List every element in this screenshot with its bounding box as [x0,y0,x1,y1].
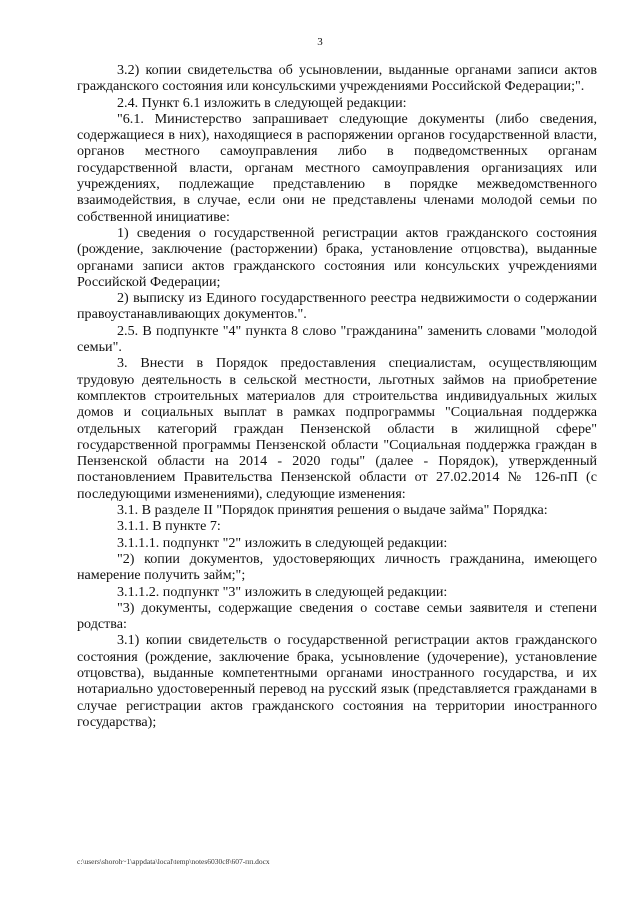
paragraph: 2.5. В подпункте "4" пункта 8 слово "гражданина" заменить словами "молодой семьи". [77,322,597,356]
paragraph: 3.1. В разделе II "Порядок принятия решения о выдаче займа" Порядка: [117,502,548,519]
paragraph: "6.1. Министерство запрашивает следующие документы (либо сведения, содержащиеся в них), находящиеся в распоряжении органов государственной власти, органов местного самоуправления либо в подведомственных органам государственной власти, органам местного самоуправления организациях или учреждениях, подлежащие представлению в порядке межведомственного взаимодействия, в случае, если они не представлены членами молодой семьи по собственной инициативе: [77,110,597,225]
paragraph: 3. Внести в Порядок предоставления специалистам, осуществляющим трудовую деятельность в сельской местности, льготных займов на приобретение комплектов строительных материалов для строительства индивидуальных жилых домов и социальных выплат в рамках подпрограммы "Социальная поддержка отдельных категорий граждан Пензенской области в жилищной сфере" государственной программы Пензенской области "Социальная поддержка граждан в Пензенской области на 2014 - 2020 годы" (далее - Порядок), утвержденный постановлением Правительства Пензенской области от 27.02.2014 № 126-пП (с последующими изменениями), следующие изменения: [77,355,597,502]
paragraph: 2) выписку из Единого государственного реестра недвижимости о содержании правоустанавливающих документов.". [77,290,597,323]
paragraph: 3.1.1.1. подпункт "2" изложить в следующей редакции: [117,534,448,551]
paragraph: 2.4. Пункт 6.1 изложить в следующей редакции: [117,94,407,111]
paragraph: "3) документы, содержащие сведения о составе семьи заявителя и степени родства: [77,599,597,633]
paragraph: 3.1.1.2. подпункт "3" изложить в следующей редакции: [117,583,448,600]
document-body [77,62,597,730]
paragraph: 3.1) копии свидетельств о государственной регистрации актов гражданского состояния (рождение, заключение брака, усыновление (удочерение), установление отцовства), выданные компетентными органами иностранного государства, и их нотариально удостоверенный перевод на русский язык (представляется гражданами в случае регистрации актов гражданского состояния на территории иностранного государства); [77,632,597,730]
paragraph: 3.2) копии свидетельства об усыновлении, выданные органами записи актов гражданского состояния или консульскими учреждениями Российской Федерации;". [77,62,597,95]
paragraph: 1) сведения о государственной регистрации актов гражданского состояния (рождение, заключение (расторжении) брака, установление отцовства), выданные органами записи актов гражданского состояния или консульских учреждениями Российской Федерации; [77,224,597,290]
paragraph: "2) копии документов, удостоверяющих личность гражданина, имеющего намерение получить займ;"; [77,550,597,584]
page-number: 3 [317,36,323,48]
footer-file-path: c:\users\shoroh~1\appdata\local\temp\notes6030c8\607-пп.docx [77,857,270,866]
paragraph: 3.1.1. В пункте 7: [117,518,221,535]
